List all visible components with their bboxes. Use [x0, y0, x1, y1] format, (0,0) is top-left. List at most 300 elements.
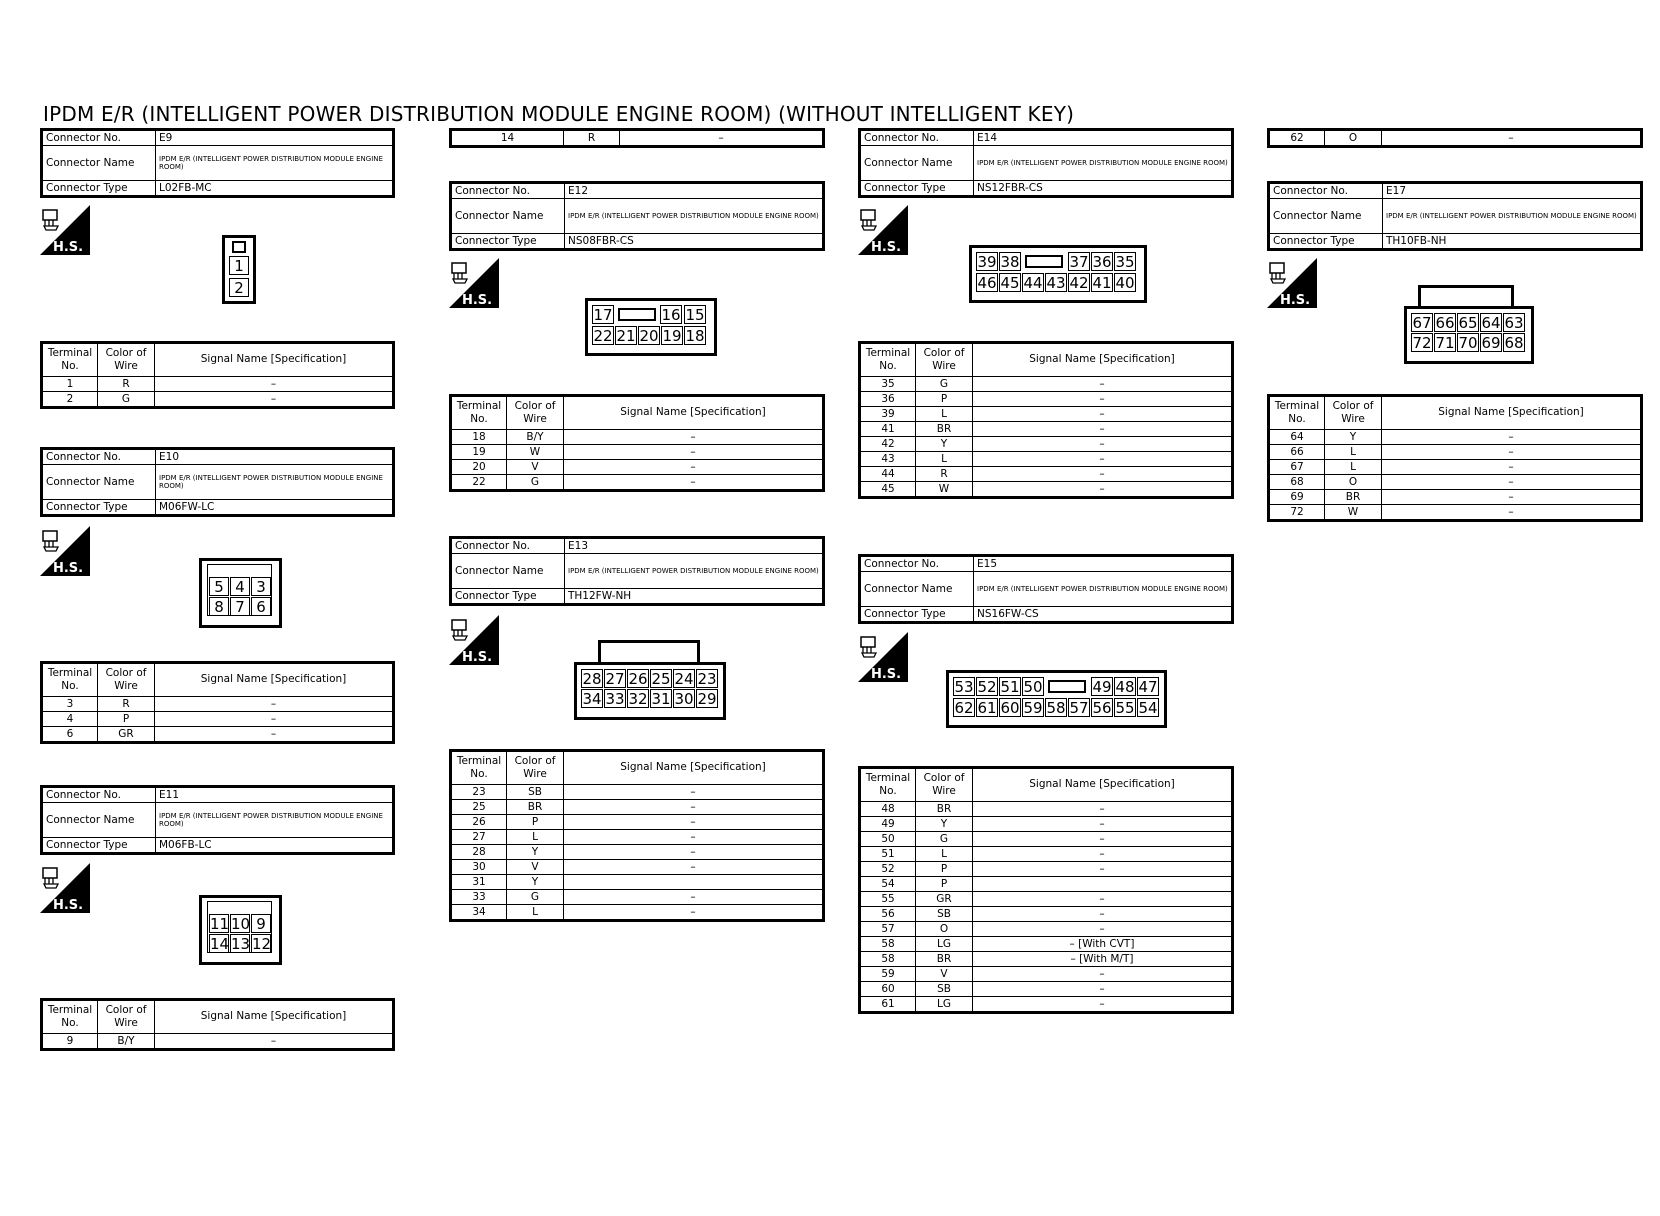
- table-cell: 45: [860, 482, 916, 498]
- table-cell: –: [973, 997, 1233, 1013]
- connector-name-value: IPDM E/R (INTELLIGENT POWER DISTRIBUTION MODULE ENGINE ROOM): [565, 554, 824, 589]
- table-cell: W: [916, 482, 973, 498]
- table-cell: 34: [451, 905, 507, 921]
- pin: 29: [697, 690, 717, 708]
- header-signal: Signal Name [Specification]: [1382, 396, 1642, 430]
- table-row: [451, 875, 824, 890]
- label-connector-type: Connector Type: [1269, 234, 1383, 250]
- hs-icon: [449, 258, 499, 308]
- label-connector-type: Connector Type: [860, 607, 974, 623]
- pin: 38: [1000, 253, 1020, 271]
- table-row: [1269, 445, 1642, 460]
- table-cell: –: [564, 860, 824, 875]
- connector-face-e14: [969, 245, 1147, 303]
- connector-type-value: NS16FW-CS: [974, 607, 1233, 623]
- header-terminal-no: Terminal No.: [451, 751, 507, 785]
- table-cell: –: [564, 430, 824, 445]
- pin: 44: [1023, 274, 1043, 292]
- pin: 19: [662, 327, 682, 345]
- table-row: [451, 830, 824, 845]
- pin: 61: [977, 699, 997, 717]
- pin: 14: [210, 935, 230, 953]
- connector-face-e15: [946, 670, 1167, 728]
- table-row: [860, 952, 1233, 967]
- table-cell: G: [98, 392, 155, 408]
- table-cell: B/Y: [98, 1034, 155, 1050]
- pin: 1: [229, 256, 249, 275]
- header-color: Color of Wire: [98, 343, 155, 377]
- table-cell: B/Y: [507, 430, 564, 445]
- pin: 47: [1138, 678, 1158, 696]
- connector-name-value: IPDM E/R (INTELLIGENT POWER DISTRIBUTION MODULE ENGINE ROOM): [565, 199, 824, 234]
- table-cell: [973, 877, 1233, 892]
- table-cell: R: [916, 467, 973, 482]
- table-cell: 31: [451, 875, 507, 890]
- table-row: [860, 817, 1233, 832]
- pin: 49: [1092, 678, 1112, 696]
- table-cell: 57: [860, 922, 916, 937]
- table-row: [451, 800, 824, 815]
- table-row: [860, 982, 1233, 997]
- hs-icon: [40, 863, 90, 913]
- pin: 6: [251, 597, 271, 616]
- pin: 8: [209, 597, 229, 616]
- header-signal: Signal Name [Specification]: [564, 751, 824, 785]
- table-cell: 28: [451, 845, 507, 860]
- table-cell: P: [98, 712, 155, 727]
- header-terminal-no: Terminal No.: [42, 663, 98, 697]
- label-connector-type: Connector Type: [42, 500, 156, 516]
- table-row: [860, 847, 1233, 862]
- table-cell: 23: [451, 785, 507, 800]
- table-cell: –: [564, 800, 824, 815]
- table-cell: V: [507, 460, 564, 475]
- pin: 66: [1435, 314, 1455, 332]
- connector-type-value: M06FW-LC: [156, 500, 394, 516]
- pin: 43: [1046, 274, 1066, 292]
- table-cell: P: [916, 392, 973, 407]
- table-cell: L: [916, 847, 973, 862]
- connector-info-e14: [858, 128, 1234, 198]
- table-row: [451, 905, 824, 921]
- table-cell: V: [507, 860, 564, 875]
- header-color: Color of Wire: [916, 343, 973, 377]
- label-connector-name: Connector Name: [860, 146, 974, 181]
- table-row: [860, 877, 1233, 892]
- connector-lock: [1048, 680, 1086, 693]
- connector-info-e12: [449, 181, 825, 251]
- pin: 39: [977, 253, 997, 271]
- pin: 68: [1504, 334, 1524, 352]
- table-cell: 4: [42, 712, 98, 727]
- connector-name-value: IPDM E/R (INTELLIGENT POWER DISTRIBUTION MODULE ENGINE ROOM): [156, 465, 394, 500]
- table-cell: W: [1325, 505, 1382, 521]
- table-cell: 6: [42, 727, 98, 743]
- table-row: [451, 430, 824, 445]
- header-signal: Signal Name [Specification]: [155, 1000, 394, 1034]
- connector-no-value: E13: [565, 538, 824, 554]
- table-cell: 1: [42, 377, 98, 392]
- header-terminal-no: Terminal No.: [860, 343, 916, 377]
- connector-name-value: IPDM E/R (INTELLIGENT POWER DISTRIBUTION MODULE ENGINE ROOM): [1383, 199, 1642, 234]
- table-cell: 42: [860, 437, 916, 452]
- table-row: [860, 482, 1233, 498]
- connector-face-e17: [1404, 306, 1534, 364]
- header-color: Color of Wire: [1325, 396, 1382, 430]
- table-row: [451, 130, 824, 147]
- table-cell: R: [98, 377, 155, 392]
- connector-type-value: NS08FBR-CS: [565, 234, 824, 250]
- pin: 2: [229, 278, 249, 297]
- table-cell: –: [564, 830, 824, 845]
- pin: 5: [209, 577, 229, 596]
- svg-text:H.S.: H.S.: [461, 293, 493, 308]
- table-row: [42, 712, 394, 727]
- table-cell: 59: [860, 967, 916, 982]
- pin: 65: [1458, 314, 1478, 332]
- pin: 62: [954, 699, 974, 717]
- table-cell: GR: [916, 892, 973, 907]
- connector-type-value: L02FB-MC: [156, 181, 394, 197]
- table-row: [451, 445, 824, 460]
- table-cell: –: [620, 130, 824, 147]
- table-cell: 55: [860, 892, 916, 907]
- terminal-table-e10: [40, 661, 395, 744]
- table-cell: 60: [860, 982, 916, 997]
- table-cell: O: [1325, 130, 1382, 147]
- header-color: Color of Wire: [98, 663, 155, 697]
- table-cell: R: [98, 697, 155, 712]
- pin: 45: [1000, 274, 1020, 292]
- connector-no-value: E10: [156, 449, 394, 465]
- table-cell: 66: [1269, 445, 1325, 460]
- table-row: [860, 922, 1233, 937]
- table-cell: LG: [916, 937, 973, 952]
- table-cell: –: [1382, 430, 1642, 445]
- label-connector-type: Connector Type: [451, 234, 565, 250]
- pin: 4: [230, 577, 250, 596]
- label-connector-name: Connector Name: [451, 554, 565, 589]
- hs-icon: [40, 526, 90, 576]
- pin: 33: [605, 690, 625, 708]
- table-cell: –: [973, 802, 1233, 817]
- table-cell: –: [155, 712, 394, 727]
- table-cell: L: [1325, 460, 1382, 475]
- connector-face-e12: [585, 298, 717, 356]
- table-cell: 20: [451, 460, 507, 475]
- table-cell: 39: [860, 407, 916, 422]
- connector-type-value: M06FB-LC: [156, 838, 394, 854]
- terminal-table-e17: [1267, 394, 1643, 522]
- connector-info-e13: [449, 536, 825, 606]
- table-row: [451, 815, 824, 830]
- pin: 32: [628, 690, 648, 708]
- table-cell: –: [564, 445, 824, 460]
- svg-text:H.S.: H.S.: [1279, 293, 1311, 308]
- header-terminal-no: Terminal No.: [860, 768, 916, 802]
- pin: 57: [1069, 699, 1089, 717]
- connector-face-e10: [199, 558, 282, 628]
- table-cell: 3: [42, 697, 98, 712]
- table-cell: Y: [916, 817, 973, 832]
- header-terminal-no: Terminal No.: [451, 396, 507, 430]
- table-row: [860, 967, 1233, 982]
- header-signal: Signal Name [Specification]: [564, 396, 824, 430]
- pin: 71: [1435, 334, 1455, 352]
- table-cell: SB: [507, 785, 564, 800]
- table-row: [860, 422, 1233, 437]
- connector-type-value: TH12FW-NH: [565, 589, 824, 605]
- table-cell: –: [973, 907, 1233, 922]
- table-cell: 41: [860, 422, 916, 437]
- table-cell: W: [507, 445, 564, 460]
- connector-latch-e17: [1418, 285, 1514, 309]
- pin: 63: [1504, 314, 1524, 332]
- label-connector-type: Connector Type: [42, 838, 156, 854]
- hs-icon: [40, 205, 90, 255]
- label-connector-type: Connector Type: [451, 589, 565, 605]
- table-cell: –: [564, 845, 824, 860]
- table-cell: 44: [860, 467, 916, 482]
- table-cell: –: [1382, 475, 1642, 490]
- header-terminal-no: Terminal No.: [42, 343, 98, 377]
- pin: 7: [230, 597, 250, 616]
- table-cell: 58: [860, 937, 916, 952]
- label-connector-name: Connector Name: [451, 199, 565, 234]
- table-cell: SB: [916, 982, 973, 997]
- pin: 52: [977, 678, 997, 696]
- pin: 37: [1069, 253, 1089, 271]
- table-cell: 69: [1269, 490, 1325, 505]
- hs-icon: [449, 615, 499, 665]
- table-row: [1269, 505, 1642, 521]
- pin: 46: [977, 274, 997, 292]
- header-signal: Signal Name [Specification]: [973, 343, 1233, 377]
- table-row: [860, 467, 1233, 482]
- table-cell: –: [155, 392, 394, 408]
- pin: 28: [582, 670, 602, 688]
- pin: 16: [661, 306, 681, 324]
- header-color: Color of Wire: [98, 1000, 155, 1034]
- table-row: [42, 697, 394, 712]
- table-cell: –: [155, 697, 394, 712]
- label-connector-name: Connector Name: [42, 803, 156, 838]
- svg-text:H.S.: H.S.: [870, 667, 902, 682]
- table-cell: –: [1382, 445, 1642, 460]
- connector-info-e17: [1267, 181, 1643, 251]
- header-color: Color of Wire: [507, 751, 564, 785]
- table-cell: –: [155, 377, 394, 392]
- pin: 36: [1092, 253, 1112, 271]
- connector-type-value: TH10FB-NH: [1383, 234, 1642, 250]
- table-cell: L: [916, 452, 973, 467]
- table-row: [451, 890, 824, 905]
- terminal-table-e13: [449, 749, 825, 922]
- pin: 22: [593, 327, 613, 345]
- table-cell: 14: [451, 130, 564, 147]
- pin: 51: [1000, 678, 1020, 696]
- table-cell: BR: [1325, 490, 1382, 505]
- table-cell: GR: [98, 727, 155, 743]
- table-cell: –: [155, 1034, 394, 1050]
- label-connector-no: Connector No.: [1269, 183, 1383, 199]
- terminal-table-e11-continued: [449, 128, 825, 148]
- pin: 30: [674, 690, 694, 708]
- table-row: [860, 937, 1233, 952]
- table-cell: –: [973, 377, 1233, 392]
- connector-name-value: IPDM E/R (INTELLIGENT POWER DISTRIBUTION MODULE ENGINE ROOM): [974, 572, 1233, 607]
- table-cell: 58: [860, 952, 916, 967]
- table-cell: Y: [1325, 430, 1382, 445]
- pin: 58: [1046, 699, 1066, 717]
- pin: 12: [252, 935, 272, 953]
- table-row: [42, 377, 394, 392]
- table-cell: 22: [451, 475, 507, 491]
- connector-name-value: IPDM E/R (INTELLIGENT POWER DISTRIBUTION MODULE ENGINE ROOM): [156, 146, 394, 181]
- connector-info-e10: [40, 447, 395, 517]
- svg-text:H.S.: H.S.: [461, 650, 493, 665]
- table-row: [1269, 475, 1642, 490]
- table-cell: –: [564, 460, 824, 475]
- table-row: [860, 862, 1233, 877]
- table-cell: G: [507, 475, 564, 491]
- table-cell: 61: [860, 997, 916, 1013]
- table-cell: 72: [1269, 505, 1325, 521]
- table-row: [42, 1034, 394, 1050]
- header-signal: Signal Name [Specification]: [155, 343, 394, 377]
- table-cell: BR: [916, 802, 973, 817]
- table-cell: 54: [860, 877, 916, 892]
- page-title: IPDM E/R (INTELLIGENT POWER DISTRIBUTION MODULE ENGINE ROOM) (WITHOUT INTELLIGENT KEY): [43, 102, 1075, 126]
- table-cell: 35: [860, 377, 916, 392]
- connector-latch-e13: [598, 640, 700, 665]
- table-cell: O: [1325, 475, 1382, 490]
- table-cell: –: [973, 422, 1233, 437]
- table-cell: 56: [860, 907, 916, 922]
- pin: 41: [1092, 274, 1112, 292]
- pin: 17: [593, 306, 613, 324]
- hs-icon: [858, 205, 908, 255]
- table-row: [42, 392, 394, 408]
- pin: 48: [1115, 678, 1135, 696]
- terminal-table-e11: [40, 998, 395, 1051]
- connector-no-value: E14: [974, 130, 1233, 146]
- pin: 9: [251, 914, 271, 933]
- table-cell: –: [564, 815, 824, 830]
- table-cell: P: [507, 815, 564, 830]
- pin: 27: [605, 670, 625, 688]
- table-cell: V: [916, 967, 973, 982]
- table-cell: –: [973, 922, 1233, 937]
- label-connector-name: Connector Name: [42, 465, 156, 500]
- table-row: [860, 832, 1233, 847]
- label-connector-no: Connector No.: [42, 787, 156, 803]
- pin: 23: [697, 670, 717, 688]
- pin: 34: [582, 690, 602, 708]
- table-cell: –: [973, 392, 1233, 407]
- pin: 53: [954, 678, 974, 696]
- table-cell: –: [973, 967, 1233, 982]
- connector-no-value: E9: [156, 130, 394, 146]
- table-cell: 48: [860, 802, 916, 817]
- table-row: [1269, 460, 1642, 475]
- pin: 72: [1412, 334, 1432, 352]
- label-connector-name: Connector Name: [860, 572, 974, 607]
- header-signal: Signal Name [Specification]: [973, 768, 1233, 802]
- table-cell: O: [916, 922, 973, 937]
- table-cell: –: [973, 847, 1233, 862]
- label-connector-type: Connector Type: [42, 181, 156, 197]
- pin: 60: [1000, 699, 1020, 717]
- table-cell: 18: [451, 430, 507, 445]
- table-row: [451, 785, 824, 800]
- table-row: [451, 460, 824, 475]
- table-cell: G: [916, 377, 973, 392]
- table-row: [860, 377, 1233, 392]
- table-cell: –: [973, 452, 1233, 467]
- svg-text:H.S.: H.S.: [52, 898, 84, 913]
- table-cell: P: [916, 877, 973, 892]
- pin: 3: [251, 577, 271, 596]
- table-cell: –: [564, 905, 824, 921]
- connector-no-value: E15: [974, 556, 1233, 572]
- table-cell: 43: [860, 452, 916, 467]
- table-cell: 49: [860, 817, 916, 832]
- connector-no-value: E11: [156, 787, 394, 803]
- table-cell: 68: [1269, 475, 1325, 490]
- header-color: Color of Wire: [916, 768, 973, 802]
- table-cell: BR: [916, 952, 973, 967]
- terminal-table-e9: [40, 341, 395, 409]
- pin: 67: [1412, 314, 1432, 332]
- table-cell: –: [973, 482, 1233, 498]
- table-cell: G: [916, 832, 973, 847]
- pin: 64: [1481, 314, 1501, 332]
- table-cell: –: [1382, 130, 1642, 147]
- table-row: [1269, 430, 1642, 445]
- table-cell: –: [155, 727, 394, 743]
- table-cell: BR: [507, 800, 564, 815]
- pin: 10: [231, 915, 251, 933]
- connector-no-value: E17: [1383, 183, 1642, 199]
- connector-face-e9: [222, 235, 256, 304]
- header-color: Color of Wire: [507, 396, 564, 430]
- table-cell: L: [1325, 445, 1382, 460]
- label-connector-no: Connector No.: [451, 538, 565, 554]
- connector-info-e11: [40, 785, 395, 855]
- pin: 56: [1092, 699, 1112, 717]
- label-connector-no: Connector No.: [451, 183, 565, 199]
- connector-name-value: IPDM E/R (INTELLIGENT POWER DISTRIBUTION MODULE ENGINE ROOM): [156, 803, 394, 838]
- table-row: [860, 907, 1233, 922]
- pin: 70: [1458, 334, 1478, 352]
- table-cell: Y: [507, 875, 564, 890]
- table-cell: –: [1382, 490, 1642, 505]
- pin: 55: [1115, 699, 1135, 717]
- pin: 11: [210, 915, 230, 933]
- label-connector-no: Connector No.: [860, 130, 974, 146]
- table-row: [860, 407, 1233, 422]
- label-connector-no: Connector No.: [42, 130, 156, 146]
- table-cell: [564, 875, 824, 890]
- terminal-table-e12: [449, 394, 825, 492]
- table-cell: –: [973, 892, 1233, 907]
- pin: 54: [1138, 699, 1158, 717]
- table-cell: L: [507, 830, 564, 845]
- hs-icon: [1267, 258, 1317, 308]
- connector-lock: [618, 308, 656, 321]
- table-cell: 19: [451, 445, 507, 460]
